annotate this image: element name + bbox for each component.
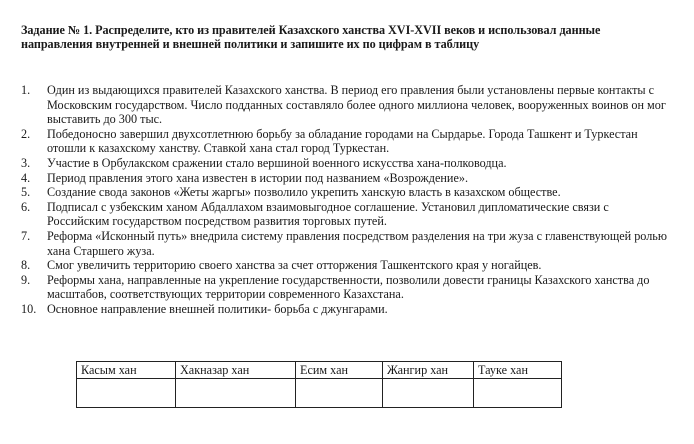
item-number: 2.	[21, 126, 31, 141]
task-heading: Задание № 1. Распределите, кто из правителей Казахского ханства XVI-XVII веков и использовал данные направления внутренней и внешней политики и запишите их по цифрам в таблицу	[21, 23, 601, 52]
answer-cell-tauke-khan[interactable]	[474, 379, 562, 408]
header-tauke-khan: Тауке хан	[474, 362, 562, 379]
item-number: 6.	[21, 199, 31, 214]
items-list	[21, 83, 671, 317]
item-text: Реформа «Исконный путь» внедрила систему правления посредством разделения на три жуза с главенствующей ролью хана Старшего жуза.	[47, 228, 667, 258]
header-khaknazar-khan: Хакназар хан	[176, 362, 296, 379]
answer-cell-esim-khan[interactable]	[296, 379, 383, 408]
item-number: 7.	[21, 228, 31, 243]
item-text: Смог увеличить территорию своего ханства за счет отторжения Ташкентского края у ногайцев.	[47, 258, 542, 273]
answer-table	[76, 361, 562, 408]
item-number: 4.	[21, 170, 31, 185]
list-item	[21, 200, 671, 229]
item-number: 5.	[21, 185, 31, 200]
list-item	[21, 171, 671, 186]
list-item	[21, 258, 671, 273]
list-item	[21, 83, 671, 127]
answer-cell-kasym-khan[interactable]	[77, 379, 176, 408]
item-text: Победоносно завершил двухсотлетнюю борьбу за обладание городами на Сырдарье. Города Ташкент и Туркестан отошли к казахскому ханству. Ставкой хана стал город Туркестан.	[47, 126, 638, 156]
list-item	[21, 156, 671, 171]
item-text: Создание свода законов «Жеты жаргы» позволило укрепить ханскую власть в казахском обществе.	[47, 185, 561, 200]
item-text: Период правления этого хана известен в истории под названием «Возрождение».	[47, 170, 469, 185]
table-row	[77, 379, 562, 408]
item-text: Подписал с узбекским ханом Абдаллахом взаимовыгодное соглашение. Установил дипломатические связи с Российским государством посредством развития торговых путей.	[47, 199, 609, 229]
item-text: Один из выдающихся правителей Казахского ханства. В период его правления были установлены первые контакты с Московским государством. Число подданных составляло более одного миллиона человек, вооруженных воинов он мог выставить до 300 тыс.	[47, 83, 666, 127]
list-item	[21, 273, 671, 302]
item-text: Реформы хана, направленные на укрепление государственности, позволили довести границы Казахского ханства до масштабов, соответствующих территории современного Казахстана.	[47, 272, 650, 302]
item-number: 1.	[21, 83, 31, 97]
item-number: 9.	[21, 272, 31, 287]
item-number: 8.	[21, 258, 31, 273]
list-item	[21, 302, 671, 317]
list-item	[21, 185, 671, 200]
list-item	[21, 229, 671, 258]
table-header-row	[77, 362, 562, 379]
header-zhangir-khan: Жангир хан	[383, 362, 474, 379]
item-number: 3.	[21, 155, 31, 170]
answer-cell-zhangir-khan[interactable]	[383, 379, 474, 408]
list-item	[21, 127, 671, 156]
header-kasym-khan: Касым хан	[77, 362, 176, 379]
item-number: 10.	[21, 301, 37, 316]
item-text: Основное направление внешней политики- борьба с джунгарами.	[47, 301, 388, 316]
answer-cell-khaknazar-khan[interactable]	[176, 379, 296, 408]
header-esim-khan: Есим хан	[296, 362, 383, 379]
item-text: Участие в Орбулакском сражении стало вершиной военного искусства хана-полководца.	[47, 155, 507, 170]
